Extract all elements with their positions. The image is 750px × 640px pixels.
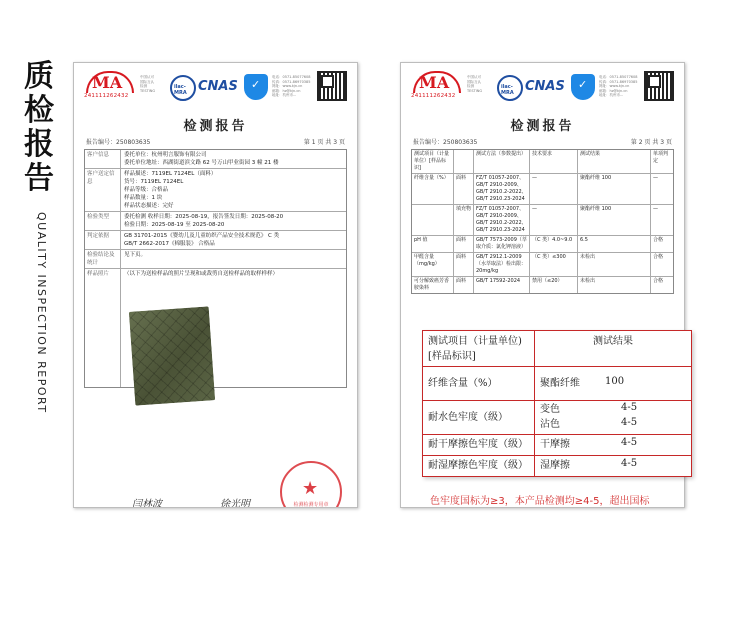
signature: 闫林波	[132, 499, 162, 508]
side-title-char: 报	[24, 127, 54, 162]
doc-meta	[413, 137, 672, 146]
side-title	[22, 59, 56, 414]
report-number: 报告编号：250803635	[413, 139, 478, 146]
table-row: 可分解致癌芳香胺染料 面料 GB/T 17592-2024 禁用（≤20） 未检出 合格	[414, 278, 664, 291]
qr-code-icon	[644, 71, 674, 101]
table-row: pH 值 面料 GB/T 7573-2009（萃取介质：氯化钾溶液） （C 类）4.0~9.0 6.5 合格	[412, 236, 673, 253]
zoom-row: 耐湿摩擦色牢度（级） 湿摩擦 4-5	[423, 456, 691, 476]
report-number: 报告编号：250803635	[86, 139, 151, 146]
table-row: 样品照片 （以下为送检样品的照片呈现和或裁剪自送检样品的取样样样）	[85, 269, 346, 387]
qr-code-icon	[317, 71, 347, 101]
table-row: 检验结论及统计 见下页。	[85, 250, 346, 269]
zoom-row: 耐水色牢度（级） 变色 沾色 4-5 4-5	[423, 401, 691, 435]
side-title-char: 告	[24, 161, 54, 196]
ilac-logo: ilac-MRA	[497, 75, 523, 101]
cnas-logo: CNAS	[525, 79, 565, 94]
ma-number: 241111262432	[411, 93, 456, 99]
table-row: 填充物 FZ/T 01057-2007、GB/T 2910-2009、GB/T 2910.2-2022、GB/T 2910.23-2024 — 聚酯纤维 100 —	[412, 205, 673, 236]
logo-row: MA 241111262432 中国认可 国际互认 检测 TESTING ilac-MRA CNAS ✓ 电话：0571-85077608 传真：0571-86970385 网址：www.kjn.cn 邮箱：hz@kjn.cn 地址：杭州市...	[411, 71, 674, 107]
side-title-char: 质	[24, 59, 54, 94]
report-page-1	[73, 62, 358, 508]
ma-logo: MA 241111262432	[84, 71, 136, 103]
doc-title: 检测报告	[510, 119, 575, 134]
page-number: 第 1 页 共 3 页	[303, 139, 345, 146]
table-header: 测试项目（计量单位）[样品标识] 测试方法（参数提出） 技术要求 测试结果 单项判定	[412, 150, 673, 174]
doc-meta	[86, 137, 345, 146]
table-row: 判定依据 GB 31701-2015《婴幼儿及儿童纺织产品安全技术规范》 C 类 GB/T 2662-2017《棉服装》 合格品	[85, 231, 346, 250]
side-title-char: 检	[24, 93, 54, 128]
shield-icon: ✓	[244, 74, 268, 100]
results-table	[411, 149, 674, 294]
shield-icon: ✓	[571, 74, 595, 100]
zoom-header-result: 测试结果	[593, 336, 633, 347]
zoom-row: 纤维含量（%） 聚酯纤维 100	[423, 367, 691, 401]
table-row: 纤维含量（%） 面料 FZ/T 01057-2007、GB/T 2910-2009、GB/T 2910.2-2022、GB/T 2910.23-2024 — 聚酯纤维 100 —	[412, 174, 673, 205]
table-row: 客户信息 委托单位：杭州明言服饰有限公司 委托单位地址：西湖街道滨文路 62 号万山甲业街园 3 幢 21 楼	[85, 150, 346, 169]
logo-row: MA 241111262432 中国认可 国际互认 检测 TESTING ilac-MRA CNAS ✓ 电话：0571-85077608 传真：0571-86970385 网址：www.kjn.cn 邮箱：hz@kjn.cn 地址：杭州市...	[84, 71, 347, 107]
ilac-logo: ilac-MRA	[170, 75, 196, 101]
signature: 徐光明	[220, 499, 250, 508]
page-number: 第 2 页 共 3 页	[630, 139, 672, 146]
zoom-header-item: [样品标识]	[428, 351, 476, 362]
sample-photo	[126, 309, 216, 403]
color-fastness-note: 色牢度国标为≥3，本产品检测均≥4-5，超出国标	[430, 496, 650, 507]
official-stamp: ★ 检测检测专用章	[280, 461, 342, 508]
zoom-header-item: 测试项目（计量单位)	[428, 336, 522, 347]
table-row: 检验类型 委托检测 收样日期：2025-08-19，报告签发日期：2025-08-20 检验日期：2025-08-19 至 2025-08-20	[85, 212, 346, 231]
ma-number: 241111262432	[84, 93, 129, 99]
table-row: 甲醛含量（mg/kg） 面料 GB/T 2912.1-2009（水萃取法）检出限：20mg/kg （C 类）≤300 未检出 合格	[412, 253, 673, 277]
zoom-row: 耐干摩擦色牢度（级） 干摩擦 4-5	[423, 435, 691, 456]
zoomed-results-table	[422, 330, 692, 477]
doc-title: 检测报告	[183, 119, 248, 134]
table-row: 客户送定信息 样品描述：7119EL 7124EL（面料） 货号：7119EL 7124EL 样品等级：合格品 样品数量：1 块 样品状态描述：完好	[85, 169, 346, 212]
cnas-logo: CNAS	[198, 79, 238, 94]
ma-logo: MA 241111262432	[411, 71, 463, 103]
side-title-en: QUALITY INSPECTION REPORT	[35, 212, 48, 414]
zoom-header-row	[423, 331, 691, 367]
